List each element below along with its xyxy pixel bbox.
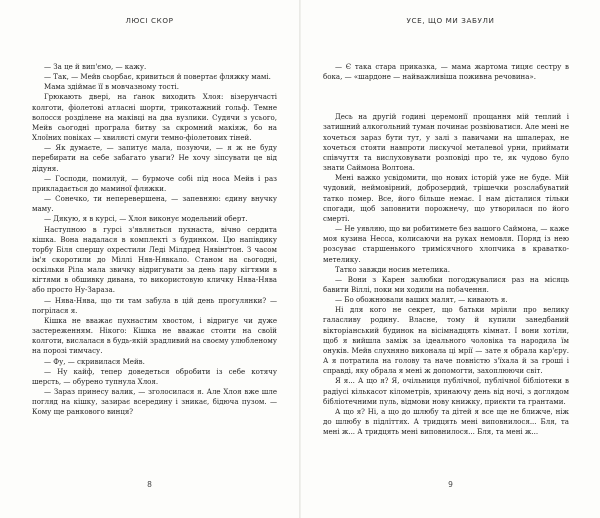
- paragraph: — Як думаєте, — запитує мала, позуючи, — я ж не буду перебирати на себе забагато уваги? Не хочу зіпсувати це від дідуня.: [32, 143, 277, 173]
- paragraph: Ні для кого не секрет, що батьки мріяли про велику галасливу родину. Власне, тому й купили занедбаний вікторіанський будинок на вісімнадцять кімнат. І вони хотіли, щоб я вийшла заміж за ідеального чоловіка та народила їм онуків. Мейв слухняно виконала ці мрії — зате я обрала кар'єру. А я потратила на голову та наче повністю з'їхала й за гроші і справді, яку обрала я мені ж допомогти, захоплюючи світ.: [323, 305, 569, 376]
- paragraph: Наступною в гурсі з'являється пухнаста, вічно сердита кішка. Вона надалася в комплекті з будинком. Цю напівдику торбу Біля спершу охрестили Леді Мілдред Нявінґтон. З часом ім'я скоротили до Міллі Няв-Нявкало. Станом на сьогодні, оскільки Ріла мала звичку відригувати за день пару кігтями в кігтями в обшивку дивана, то використовую кличку Нява-Нява або просто Ну-Зараза.: [32, 224, 277, 295]
- paragraph: Татко завжди носив метелика.: [335, 264, 450, 274]
- paragraph: — Господи, помилуй, — бурмоче собі під носа Мейв і раз прикладається до маминої фляжки.: [32, 173, 277, 193]
- left-page: [0, 0, 299, 518]
- paragraph: Мені важко усвідомити, що нових історій уже не буде. Мій чудовий, неймовірний, доброзердий, трішечки розслабуватий татко помер. Все, його більше немає. І нам дісталися тільки спогади, щоб заповнити порожнечу, що утворилася по його смерті.: [323, 173, 569, 223]
- paragraph: А що я? Ні, а що до шлюбу та дітей я все ще не ближче, ніж до шлюбу в підліттях. А тридцять мені виповнилося... Бля, та мені ж... А тридцять мені виповнилося... Бля, та мені ж...: [323, 406, 569, 437]
- paragraph: — Ну кайф, тепер доведеться обробити із себе котячу шерсть, — обурено тупнула Хлоя.: [32, 366, 277, 386]
- paragraph: — Зараз принесу валик, — зголосилася я. Але Хлоя вже шле погляд на кішку, зазирає всередину і зникає, бідюча пузом. — Кому ще ранкового винця?: [32, 387, 277, 417]
- page-number-left: 8: [147, 480, 152, 489]
- paragraph: — Сонечко, ти неперевершена, — запевняю: єдину внучку маму.: [32, 194, 277, 214]
- paragraph: — Не уявляю, що ви робитимете без вашого Саймона, — каже моя кузина Несса, колисаючи на руках немовля. Поряд із нею розсуває старшенького тримісячного хлопчика в краватко-метелику.: [323, 224, 569, 264]
- paragraph: — Дякую, я в курсі, — Хлоя виконує модельний оберт.: [44, 214, 248, 224]
- right-page-text: [323, 62, 569, 437]
- paragraph: — Так, — Мейв сьорбає, кривиться й повертає фляжку мамі.: [44, 72, 271, 82]
- paragraph: Мама здіймає її в мовчазному тості.: [44, 82, 179, 92]
- running-head-author: ЛЮСІ СКОР: [125, 16, 174, 25]
- paragraph: — Вони з Карен залюбки погоджувалися раз на місяць бавити Віллі, поки ми ходили на побачення.: [323, 274, 569, 294]
- paragraph: Я я... А що я? Я, очільниця публічної, публічної бібліотеки в радіусі кількасот кілометрів, хринаючу день від ночі, з доглядом бібліотечними пуль, відмови нову книжку, приєкти та грантами.: [323, 376, 569, 406]
- paragraph: Грюкають двері, на ґанок виходить Хлоя: візерунчасті колготи, фіолетові атласні шорти, трикотажний гольф. Темне волосся розділене на маківці на два вузлики. Судячи з усього, Мейв сьогодні програла битву за скромний макіяж, бо на Хлоїних повіках — хвилясті смуги темно-фіолетових тіней.: [32, 92, 277, 143]
- paragraph: Кішка не вважає пухнастим хвостом, і відригує чи дуже застереженням. Нікого: Кішка не вважає стояти на своїй колготи, вислалася в будь-якій зрадливий на своєму улюбленому на порозі тимчасу.: [32, 315, 277, 356]
- page-number-right: 9: [448, 480, 453, 489]
- paragraph: — Фу, — скривилася Мейв.: [44, 356, 145, 366]
- paragraph: — Нява-Нява, що ти там забула в цій день прогулянки? — погрілася я.: [32, 295, 277, 315]
- paragraph: — Бо обожнювали ваших малят, — кивають я.: [335, 295, 508, 305]
- paragraph: Десь на другій годині церемонії прощання мій теплий і затишний алкогольний туман починає розвіюватися. Але мені не хочеться зараз бути тут, у залі з павичами на шпалерах, не хочеться стояти навпроти лискучої металевої урни, приймати співчуття та вислуховувати розповіді про те, як чудово було знати Саймона Волтона.: [323, 112, 569, 173]
- right-page: [301, 0, 600, 518]
- paragraph: — За це й вип'ємо, — кажу.: [44, 62, 147, 71]
- paragraph: — Є така стара приказка, — мама жартома тицяє сестру в бока, — «шардоне — найважливіша поживна речовина».: [323, 62, 569, 82]
- left-page-text: [32, 62, 277, 417]
- running-head-title: УСЕ, ЩО МИ ЗАБУЛИ: [406, 16, 495, 25]
